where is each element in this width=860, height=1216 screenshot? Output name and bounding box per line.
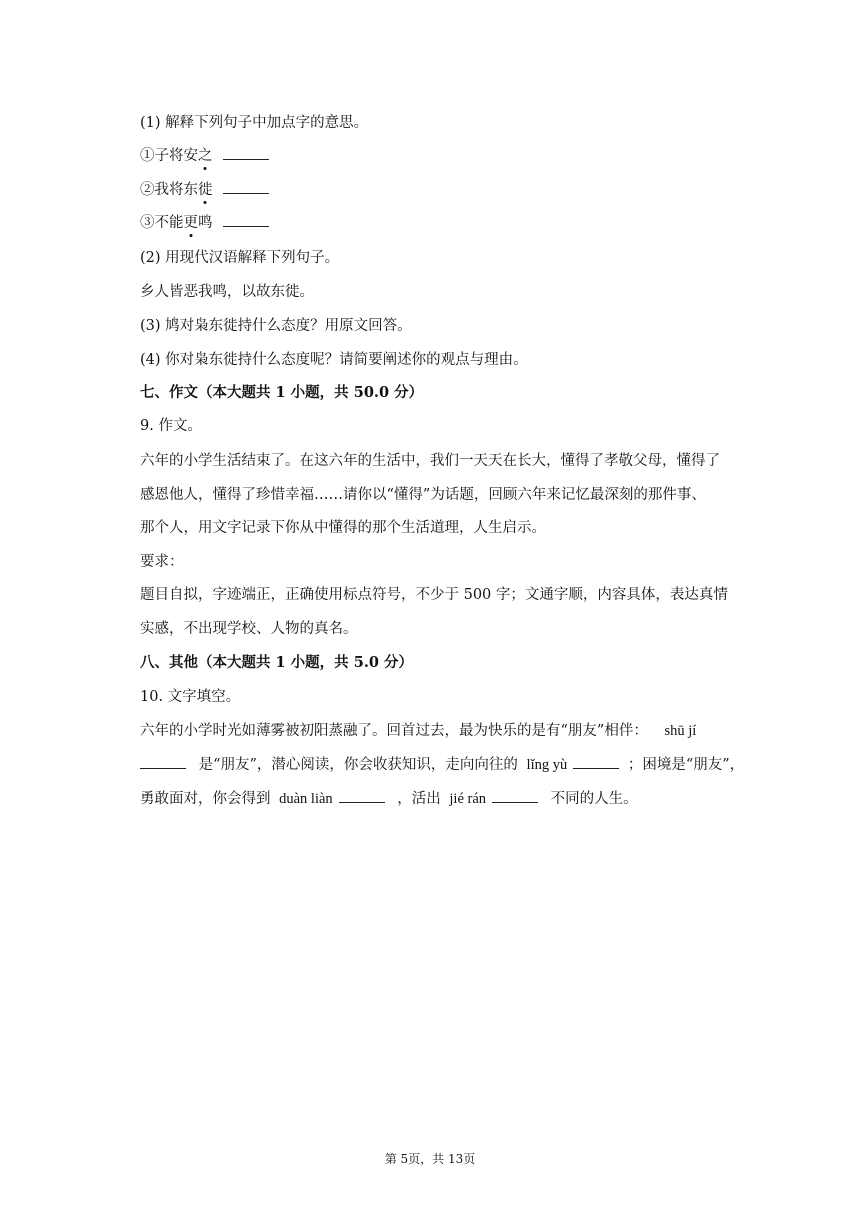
dotted-character [184, 213, 199, 233]
question-1-item-2 [140, 180, 269, 200]
question-10-label: 10. 文字填空。 [140, 689, 241, 705]
emphasis-dot [189, 234, 192, 237]
question-2-title: (2) 用现代汉语解释下列句子。 [140, 250, 340, 266]
dotted-char-text: 之 [198, 148, 213, 164]
fill-text: 六年的小学时光如薄雾被初阳蒸融了。回首过去，最为快乐的是有“朋友”相伴： [140, 723, 648, 739]
pinyin-prompt: lǐng yù [526, 757, 568, 773]
emphasis-dot [204, 167, 207, 170]
fill-text: ；困境是“朋友”， [627, 757, 745, 773]
item-text: ①子将安 [140, 148, 198, 164]
dotted-character [198, 146, 213, 166]
question-9-label: 9. 作文。 [140, 418, 202, 434]
essay-prompt-line-1: 六年的小学生活结束了。在这六年的生活中，我们一天天在长大，懂得了孝敬父母，懂得了 [140, 453, 720, 469]
section-7-heading: 七、作文（本大题共 1 小题，共 50.0 分） [140, 384, 424, 401]
answer-blank[interactable] [223, 146, 269, 160]
essay-prompt-line-3: 那个人，用文字记录下你从中懂得的那个生活道理，人生启示。 [140, 520, 546, 536]
requirements-line-2: 实感，不出现学校、人物的真名。 [140, 621, 358, 637]
answer-blank[interactable] [339, 789, 385, 803]
answer-blank[interactable] [140, 755, 186, 769]
question-1-item-3 [140, 213, 269, 233]
item-text: ②我将东 [140, 182, 198, 198]
section-8-heading: 八、其他（本大题共 1 小题，共 5.0 分） [140, 654, 414, 671]
fill-line-3 [140, 789, 638, 809]
item-text-post: 鸣 [198, 215, 213, 231]
fill-line-1 [140, 721, 696, 741]
question-2-sentence: 乡人皆恶我鸣，以故东徙。 [140, 284, 314, 300]
question-4: (4) 你对枭东徙持什么态度呢？请简要阐述你的观点与理由。 [140, 352, 528, 368]
answer-blank[interactable] [223, 180, 269, 194]
question-1-item-1 [140, 146, 269, 166]
dotted-char-text: 更 [183, 215, 198, 231]
pinyin-prompt: shū jí [664, 723, 697, 739]
dotted-char-text: 徙 [198, 182, 213, 198]
question-3: (3) 鸠对枭东徙持什么态度？用原文回答。 [140, 318, 412, 334]
fill-text: 勇敢面对，你会得到 [140, 791, 271, 807]
dotted-character [198, 180, 213, 200]
answer-blank[interactable] [573, 755, 619, 769]
item-text: ③不能 [140, 215, 184, 231]
answer-blank[interactable] [223, 213, 269, 227]
pinyin-prompt: jié rán [449, 791, 487, 807]
fill-text: 不同的人生。 [550, 791, 638, 807]
fill-text: 是“朋友”，潜心阅读，你会收获知识，走向向往的 [198, 757, 518, 773]
emphasis-dot [204, 201, 207, 204]
question-1-title: (1) 解释下列句子中加点字的意思。 [140, 115, 369, 131]
requirements-line-1: 题目自拟，字迹端正，正确使用标点符号，不少于 500 字；文通字顺，内容具体，表达真情 [140, 587, 728, 603]
pinyin-prompt: duàn liàn [279, 791, 333, 807]
answer-blank[interactable] [492, 789, 538, 803]
essay-prompt-line-2: 感恩他人，懂得了珍惜幸福……请你以“懂得”为话题，回顾六年来记忆最深刻的那件事、 [140, 487, 706, 503]
requirements-label: 要求： [140, 554, 184, 570]
fill-text: ，活出 [397, 791, 441, 807]
fill-line-2 [140, 755, 744, 775]
page-footer: 第 5页，共 13页 [384, 1152, 476, 1166]
